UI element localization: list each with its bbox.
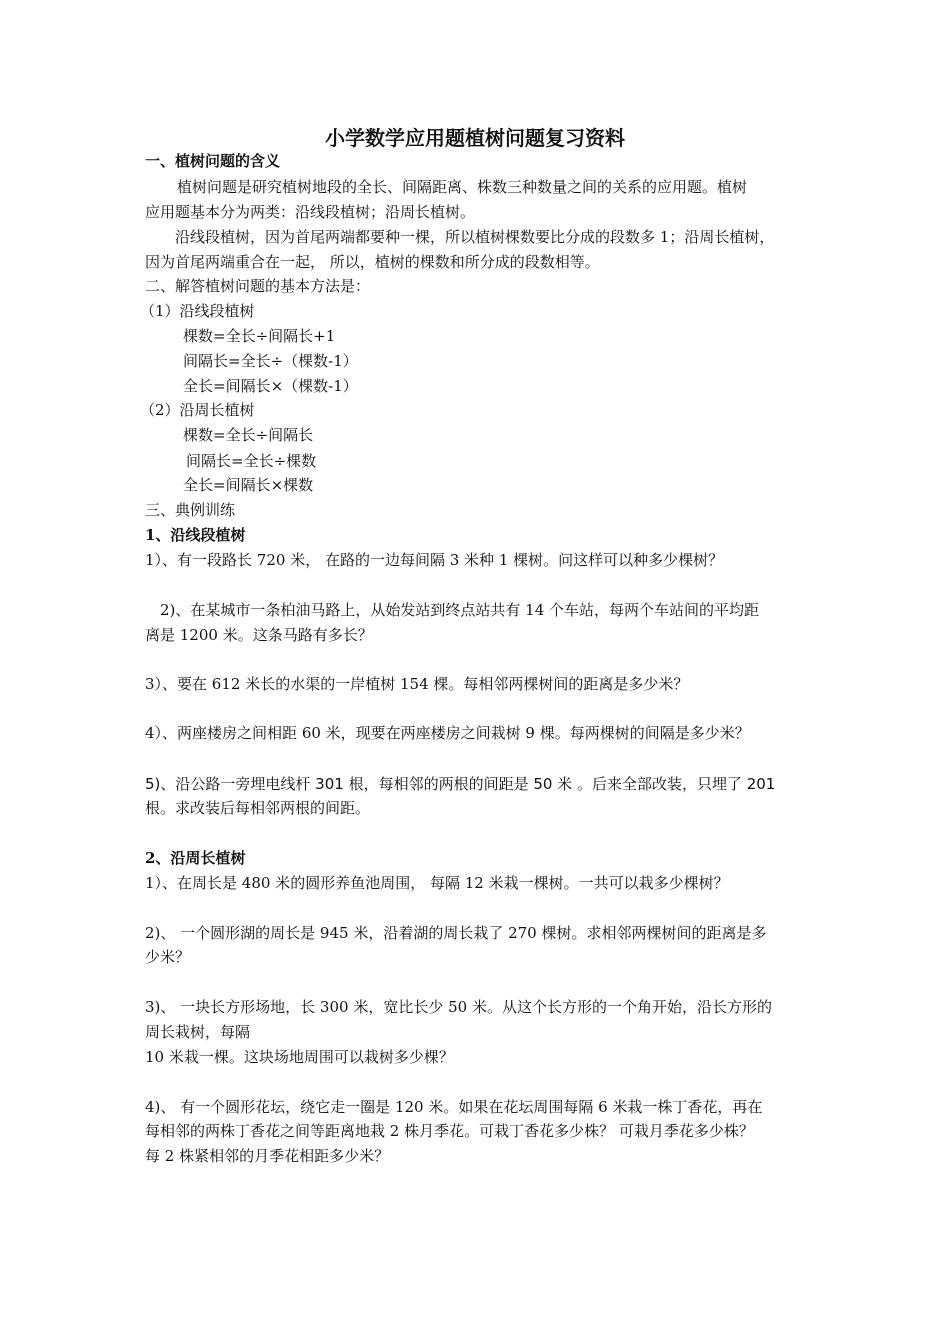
question-2-2-line1: 2)、 一个圆形湖的周长是 945 米，沿着湖的周长栽了 270 棵树。求相邻两棵树间的距离是多 (145, 924, 767, 942)
formula-line-5: 间隔长=全长÷棵数 (186, 452, 317, 470)
section1-heading: 一、植树问题的含义 (145, 152, 281, 170)
question-1-2-line2: 离是 1200 米。这条马路有多长？ (145, 626, 373, 644)
question-1-2-line1: 2)、在某城市一条柏油马路上，从始发站到终点站共有 14 个车站，每两个车站间的平均距 (160, 601, 760, 619)
section3-heading: 三、典例训练 (145, 501, 236, 519)
question-1-5-line2: 根。求改装后每相邻两根的间距。 (145, 799, 371, 817)
section2-subheading-2: （2）沿周长植树 (140, 401, 255, 419)
question-2-4-line1: 4)、 有一个圆形花坛，绕它走一圈是 120 米。如果在花坛周围每隔 6 米栽一株丁香花，再在 (145, 1098, 763, 1116)
section2-heading: 二、解答植树问题的基本方法是： (145, 277, 371, 295)
part1-heading: 1、沿线段植树 (145, 526, 246, 544)
section2-subheading-1: （1）沿线段植树 (140, 302, 255, 320)
question-1-1: 1）、有一段路长 720 米， 在路的一边每间隔 3 米种 1 棵树。问这样可以种多少棵树？ (145, 551, 724, 569)
question-1-4: 4）、两座楼房之间相距 60 米，现要在两座楼房之间栽树 9 棵。每两棵树的间隔是多少米？ (145, 724, 750, 742)
formula-line-4: 棵数=全长÷间隔长 (183, 426, 314, 444)
document-title: 小学数学应用题植树问题复习资料 (325, 126, 625, 150)
part2-heading: 2、沿周长植树 (145, 849, 246, 867)
formula-line-2: 间隔长=全长÷（棵数-1） (183, 352, 358, 370)
section1-paragraph2-line1: 沿线段植树，因为首尾两端都要种一棵，所以植树棵数要比分成的段数多 1；沿周长植树， (175, 228, 775, 246)
formula-line-1: 棵数=全长÷间隔长+1 (183, 327, 336, 345)
formula-line-6: 全长=间隔长×棵数 (183, 476, 314, 494)
question-1-3: 3）、要在 612 米长的水渠的一岸植树 154 棵。每相邻两棵树间的距离是多少米？ (145, 675, 689, 693)
question-1-5-line1: 5)、沿公路一旁埋电线杆 301 根，每相邻的两根的间距是 50 米 。后来全部改装，只埋了 201 (145, 775, 776, 793)
section1-paragraph2-line2: 因为首尾两端重合在一起， 所以，植树的棵数和所分成的段数相等。 (145, 253, 600, 271)
question-2-4-line3: 每 2 株紧相邻的月季花相距多少米？ (145, 1147, 390, 1165)
section1-paragraph1-line1: 植树问题是研究植树地段的全长、间隔距离、株数三种数量之间的关系的应用题。植树 (177, 178, 748, 196)
question-2-4-line2: 每相邻的两株丁香花之间等距离地栽 2 株月季花。可栽丁香花多少株？ 可栽月季花多少株？ (145, 1122, 754, 1140)
question-2-2-line2: 少米？ (145, 948, 191, 966)
section1-paragraph1-line2: 应用题基本分为两类：沿线段植树；沿周长植树。 (145, 203, 476, 221)
question-2-3-line3: 10 米栽一棵。这块场地周围可以栽树多少棵？ (145, 1048, 454, 1066)
formula-line-3: 全长=间隔长×（棵数-1） (183, 377, 358, 395)
question-2-3-line2: 周长栽树，每隔 (145, 1023, 251, 1041)
question-2-1: 1）、在周长是 480 米的圆形养鱼池周围， 每隔 12 米栽一棵树。一共可以栽多少棵树？ (145, 874, 729, 892)
question-2-3-line1: 3)、 一块长方形场地，长 300 米，宽比长少 50 米。从这个长方形的一个角开始，沿长方形的 (145, 998, 772, 1016)
